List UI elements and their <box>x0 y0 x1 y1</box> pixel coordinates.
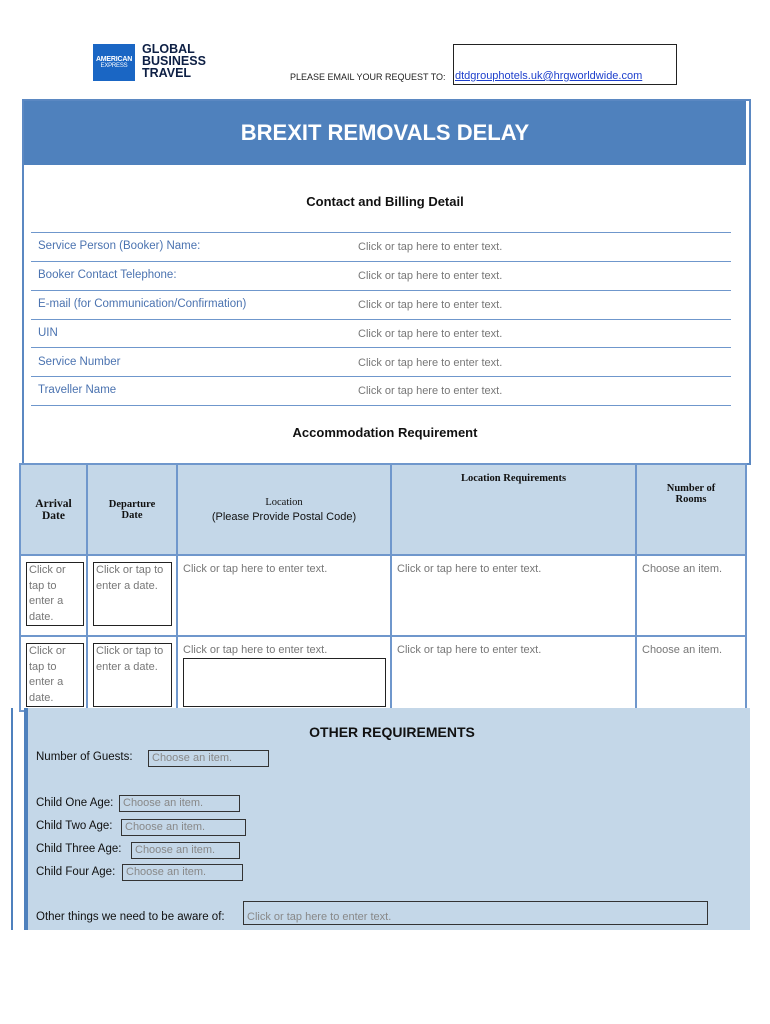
table-row <box>20 555 746 636</box>
logo-name-line1: GLOBAL <box>142 42 195 56</box>
col-departure-date <box>87 464 177 555</box>
row-divider <box>31 232 731 233</box>
page-title: BREXIT REMOVALS DELAY <box>240 120 530 145</box>
accommodation-table <box>19 463 747 712</box>
col-arrival-date <box>20 464 87 555</box>
arrival-cell <box>20 555 87 636</box>
rooms-cell <box>636 636 746 711</box>
arrival-date-picker[interactable]: Click or tap to enter a date. <box>26 562 84 626</box>
col-rooms-label: Number of Rooms <box>666 483 716 505</box>
other-aware-label: Other things we need to be aware of: <box>36 911 225 923</box>
table-row <box>20 636 746 711</box>
departure-cell <box>87 636 177 711</box>
requirements-cell <box>391 555 636 636</box>
location-field[interactable]: Click or tap here to enter text. <box>183 563 328 575</box>
contact-heading: Contact and Billing Detail <box>306 194 464 209</box>
logo-badge-line2: EXPRESS <box>100 62 128 69</box>
booker-name-label: Service Person (Booker) Name: <box>38 240 201 252</box>
table-header-row <box>20 464 746 555</box>
col-location-requirements <box>391 464 636 555</box>
uin-field[interactable]: Click or tap here to enter text. <box>358 328 503 340</box>
email-label: E-mail (for Communication/Confirmation) <box>38 298 247 310</box>
col-number-of-rooms <box>636 464 746 555</box>
child-two-age-label: Child Two Age: <box>36 820 113 832</box>
traveller-name-label: Traveller Name <box>38 384 117 396</box>
logo-name-line3: TRAVEL <box>142 66 192 80</box>
departure-cell <box>87 555 177 636</box>
row-divider <box>31 405 731 406</box>
child-four-age-label: Child Four Age: <box>36 866 116 878</box>
child-one-age-label: Child One Age: <box>36 797 114 809</box>
rooms-select[interactable]: Choose an item. <box>642 644 723 656</box>
other-requirements-heading: OTHER REQUIREMENTS <box>309 724 475 740</box>
child-three-age-select[interactable]: Choose an item. <box>131 842 240 859</box>
booker-phone-label: Booker Contact Telephone: <box>38 269 177 281</box>
amex-logo-badge <box>93 44 135 81</box>
arrival-date-picker[interactable]: Click or tap to enter a date. <box>26 643 84 707</box>
row-divider <box>31 290 731 291</box>
rooms-cell <box>636 555 746 636</box>
requirements-field[interactable]: Click or tap here to enter text. <box>397 644 542 656</box>
logo-badge-line1: AMERICAN <box>95 55 133 63</box>
requirements-field[interactable]: Click or tap here to enter text. <box>397 563 542 575</box>
departure-date-picker[interactable]: Click or tap to enter a date. <box>93 562 172 626</box>
departure-date-picker[interactable]: Click or tap to enter a date. <box>93 643 172 707</box>
row-divider <box>31 347 731 348</box>
child-one-age-select[interactable]: Choose an item. <box>119 795 240 812</box>
col-location-sublabel: (Please Provide Postal Code) <box>211 510 357 523</box>
email-field[interactable]: Click or tap here to enter text. <box>358 299 503 311</box>
rooms-select[interactable]: Choose an item. <box>642 563 723 575</box>
child-three-age-label: Child Three Age: <box>36 843 122 855</box>
col-location-label: Location <box>265 496 303 508</box>
guests-label: Number of Guests: <box>36 751 133 763</box>
booker-name-field[interactable]: Click or tap here to enter text. <box>358 241 503 253</box>
location-cell <box>177 555 391 636</box>
other-aware-field[interactable]: Click or tap here to enter text. <box>243 901 708 925</box>
child-two-age-select[interactable]: Choose an item. <box>121 819 246 836</box>
row-divider <box>31 376 731 377</box>
col-location <box>177 464 391 555</box>
service-number-label: Service Number <box>38 356 121 368</box>
row-divider <box>31 261 731 262</box>
location-cell <box>177 636 391 711</box>
child-four-age-select[interactable]: Choose an item. <box>122 864 243 881</box>
accommodation-heading: Accommodation Requirement <box>292 425 478 440</box>
left-rule <box>11 708 13 930</box>
email-link[interactable]: dtdgrouphotels.uk@hrgworldwide.com <box>455 70 643 82</box>
col-arrival-label: Arrival Date <box>35 497 72 522</box>
arrival-cell <box>20 636 87 711</box>
booker-phone-field[interactable]: Click or tap here to enter text. <box>358 270 503 282</box>
row-divider <box>31 319 731 320</box>
traveller-name-field[interactable]: Click or tap here to enter text. <box>358 385 503 397</box>
service-number-field[interactable]: Click or tap here to enter text. <box>358 357 503 369</box>
location-field[interactable]: Click or tap here to enter text. <box>183 644 328 656</box>
col-requirements-label: Location Requirements <box>460 473 567 484</box>
uin-label: UIN <box>38 327 58 339</box>
col-departure-label: Departure Date <box>108 498 156 521</box>
email-instruction: PLEASE EMAIL YOUR REQUEST TO: <box>290 72 446 82</box>
logo-wordmark <box>142 43 206 79</box>
location-input-box[interactable] <box>183 658 386 707</box>
guests-select[interactable]: Choose an item. <box>148 750 269 767</box>
logo-name-line2: BUSINESS <box>142 54 206 68</box>
requirements-cell <box>391 636 636 711</box>
